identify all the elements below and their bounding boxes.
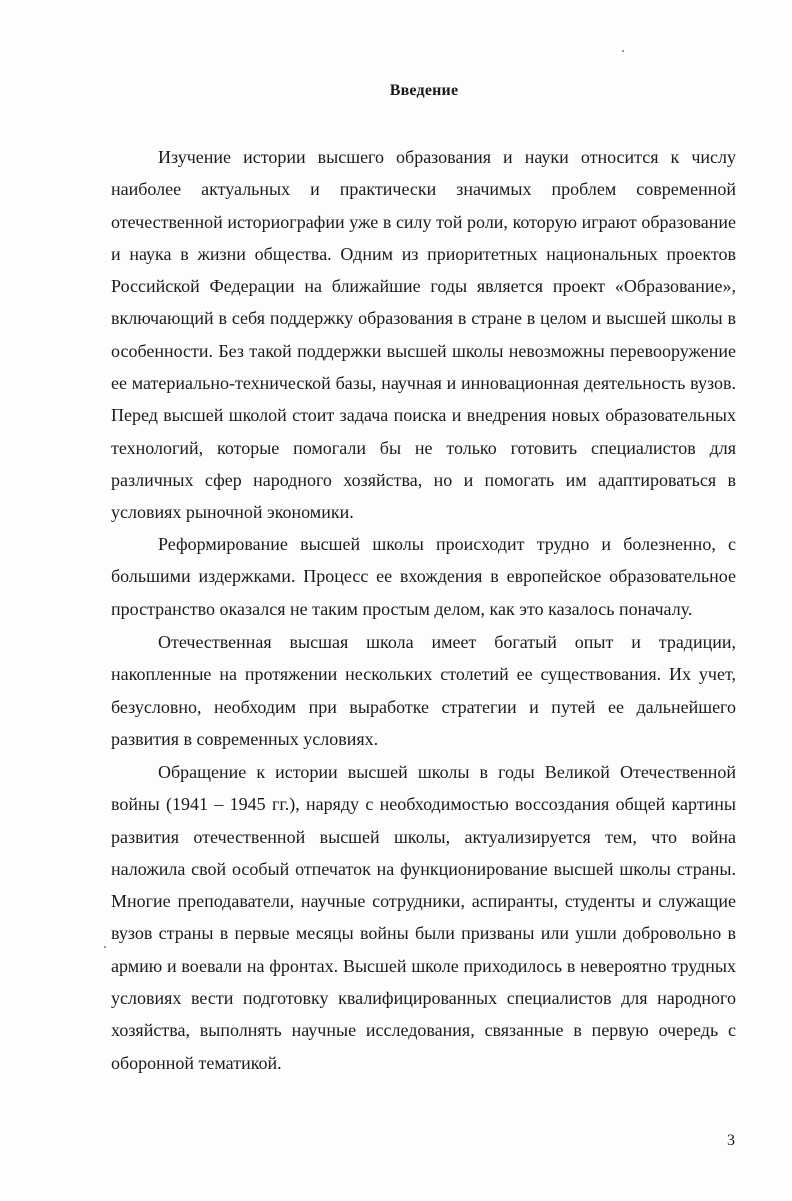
paragraph-2: Реформирование высшей школы происходит трудно и болезненно, с большими издержками. Процесс ее вхождения в европейское образовательное пространство оказался не таким простым делом, как это казалось поначалу. [111,534,736,619]
scan-speck [104,946,106,948]
page-number: 3 [727,1132,735,1149]
paragraph-1: Изучение истории высшего образования и науки относится к числу наиболее актуальных и практически значимых проблем современной отечественной историографии уже в силу той роли, которую играют образование и наука в жизни общества. Одним из приоритетных национальных проектов Российской Федерации на ближайшие годы является проект «Образование», включающий в себя поддержку образования в стране в целом и высшей школы в особенности. Без такой поддержки высшей школы невозможны перевооружение ее материально-технической базы, научная и инновационная деятельность вузов. Перед высшей школой стоит задача поиска и внедрения новых образовательных технологий, которые помогали бы не только готовить специалистов для различных сфер народного хозяйства, но и помогать им адаптироваться в условиях рыночной экономики. [111,147,736,523]
paragraph-4: Обращение к истории высшей школы в годы Великой Отечественной войны (1941 – 1945 гг.), наряду с необходимостью воссоздания общей картины развития отечественной высшей школы, актуализируется тем, что война наложила свой особый отпечаток на функционирование высшей школы страны. Многие преподаватели, научные сотрудники, аспиранты, студенты и служащие вузов страны в первые месяцы войны были призваны или ушли добровольно в армию и воевали на фронтах. Высшей школе приходилось в невероятно трудных условиях вести подготовку квалифицированных специалистов для народного хозяйства, выполнять научные исследования, связанные в первую очередь с оборонной тематикой. [111,762,736,1073]
paragraph-3: Отечественная высшая школа имеет богатый опыт и традиции, накопленные на протяжении нескольких столетий ее существования. Их учет, безусловно, необходим при выработке стратегии и путей ее дальнейшего развития в современных условиях. [111,632,736,749]
scan-speck [622,50,624,52]
page-title: Введение [389,82,459,99]
document-body [111,141,736,1079]
